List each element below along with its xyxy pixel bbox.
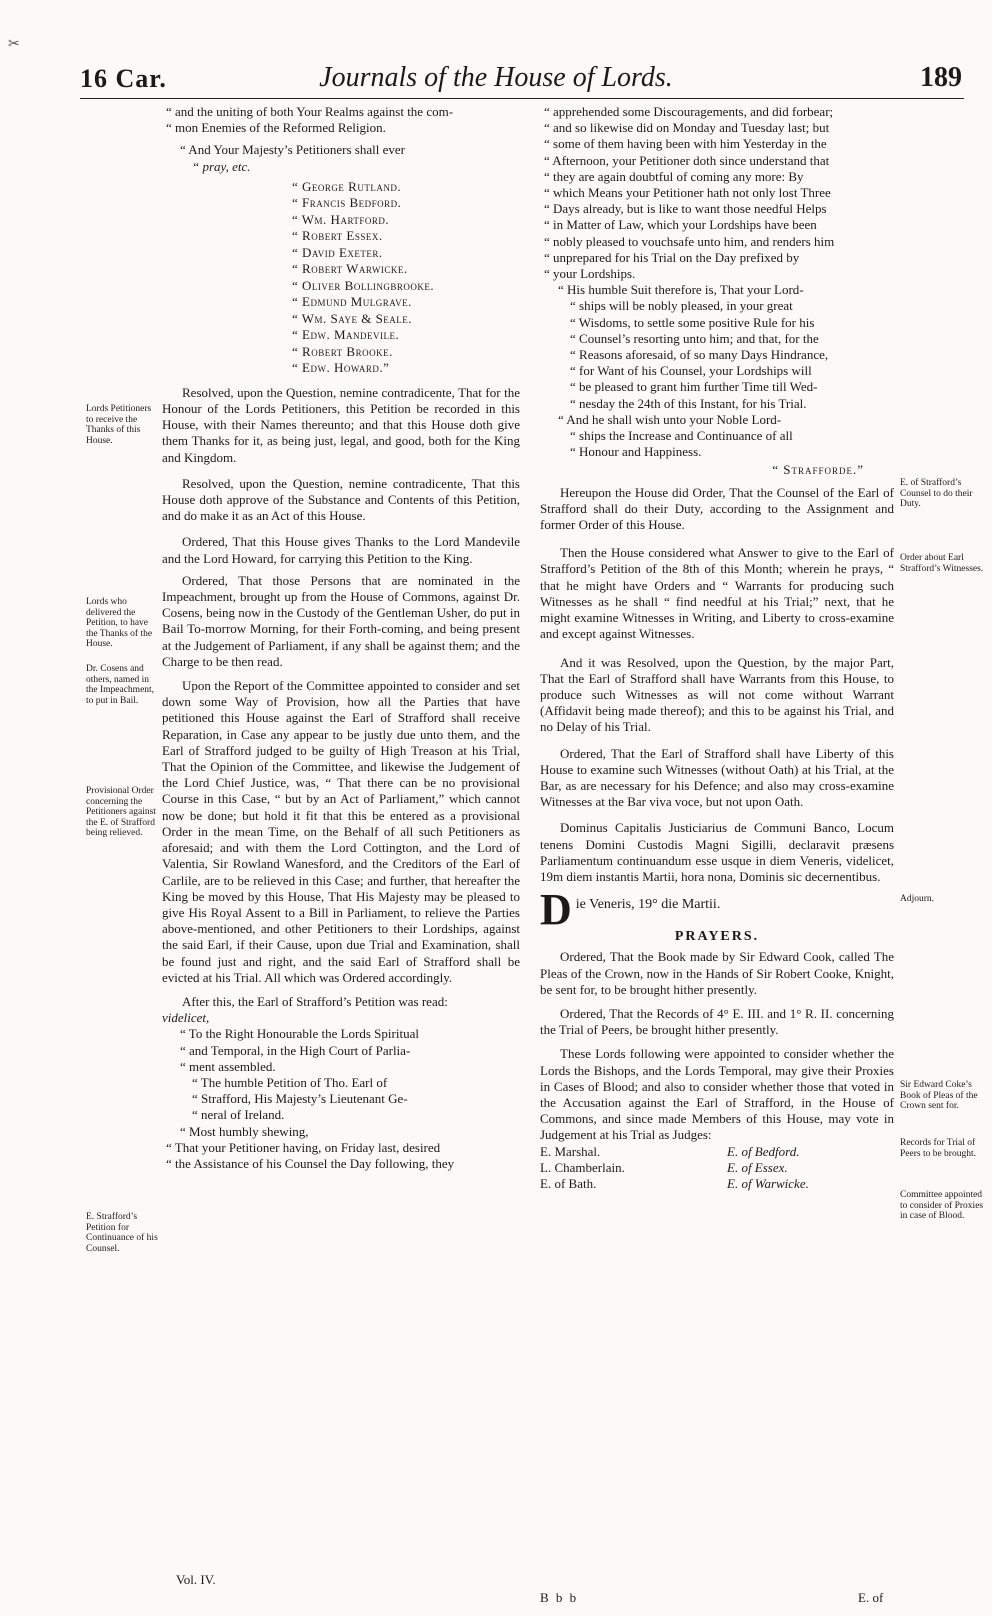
- committee-lords: [540, 1144, 894, 1192]
- petition-address: “ To the Right Honourable the Lords Spiritual: [180, 1026, 419, 1042]
- petition-wish: “ ships the Increase and Continuance of all: [570, 428, 793, 444]
- signatory: “ Robert Warwicke.: [292, 261, 408, 277]
- petition-shewing: “ Most humbly shewing,: [180, 1123, 309, 1139]
- petition-title: “ neral of Ireland.: [192, 1107, 285, 1123]
- pray-line: “ pray, etc.: [192, 158, 251, 174]
- order-records: Ordered, That the Records of 4° E. III. and 1° R. II. concerning the Trial of Peers, be brought hither presently.: [540, 1005, 894, 1038]
- margin-note: E. Strafford’s Petition for Continuance of his Counsel.: [86, 1212, 158, 1254]
- lord-name: E. of Warwicke.: [727, 1175, 809, 1191]
- signatory: “ Robert Essex.: [292, 228, 383, 244]
- order-counsel: Hereupon the House did Order, That the Counsel of the Earl of Strafford shall do their Duty, according to the Assignment and former Order of this House.: [540, 484, 894, 533]
- page-number: 189: [920, 62, 962, 93]
- petition-continued: “ Days already, but is like to want those needful Helps: [544, 201, 827, 217]
- resolution-approve: Resolved, upon the Question, nemine contradicente, That this House doth approve of the Substance and Contents of this Petition, and do make it as an Act of this House.: [162, 475, 520, 524]
- signatory: “ George Rutland.: [292, 178, 402, 194]
- petition-suit: “ Wisdoms, to settle some positive Rule for his: [570, 314, 815, 330]
- scissors-mark: ✂: [8, 37, 20, 52]
- petition-signature: “ Strafforde.”: [772, 462, 864, 478]
- margin-note: E. of Strafford’s Counsel to do their Duty.: [900, 478, 973, 509]
- petition-title: “ Strafford, His Majesty’s Lieutenant Ge-: [192, 1091, 408, 1107]
- prayers-heading: PRAYERS.: [674, 929, 760, 945]
- lord-name: E. of Bedford.: [727, 1143, 800, 1159]
- day-heading: [540, 885, 894, 935]
- committee-appointment: These Lords following were appointed to consider whether the Lords the Bishops, and the Lords Temporal, may give their Proxies in Cases of Blood; and also to consider whether those that voted in the Accusation against the Earl of Strafford, in the House of Commons, and since made Members of this House, may vote in Judgement at his Trial as Judges:: [540, 1046, 894, 1143]
- order-examine-witnesses: Ordered, That the Earl of Strafford shall have Liberty of this House to examine such Witnesses (without Oath) at his Trial, at the Bar, as are necessary for his Defence; and also may cross-examine Witnesses at the Bar viva voce, but not upon Oath.: [540, 745, 894, 810]
- right-column: [540, 104, 894, 1192]
- signatory: “ Oliver Bollingbrooke.: [292, 277, 435, 293]
- signatory: “ Francis Bedford.: [292, 195, 402, 211]
- petition-continued: “ unprepared for his Trial on the Day prefixed by: [544, 249, 800, 265]
- petition-continued: “ Afternoon, your Petitioner doth since understand that: [544, 152, 830, 168]
- left-column: [162, 104, 520, 1172]
- petition-suit: “ His humble Suit therefore is, That your Lord-: [558, 282, 804, 298]
- day-date: ie Veneris, 19° die Martii.: [575, 897, 721, 913]
- petition-continued: “ in Matter of Law, which your Lordships have been: [544, 217, 817, 233]
- intro-line: “ and the uniting of both Your Realms against the com-: [166, 104, 454, 119]
- petition-suit: “ be pleased to grant him further Time till Wed-: [570, 379, 818, 395]
- margin-note: Sir Edward Coke’s Book of Pleas of the Crown sent for.: [900, 1080, 978, 1111]
- order-book: Ordered, That the Book made by Sir Edward Cook, called The Pleas of the Crown, now in the Hands of Sir Robert Cooke, Knight, be sent for, to be brought hither presently.: [540, 949, 894, 997]
- volume-label: Vol. IV.: [176, 1572, 216, 1587]
- videlicet: videlicet,: [162, 1010, 210, 1026]
- petition-continued: “ and so likewise did on Monday and Tuesday last; but: [544, 120, 830, 136]
- header-regnal-year: 16 Car.: [80, 64, 167, 93]
- lord-name: E. of Bath.: [540, 1175, 597, 1191]
- signatory: “ Robert Brooke.: [292, 343, 393, 359]
- running-header: [0, 58, 992, 98]
- petition-suit: “ nesday the 24th of this Instant, for his Trial.: [570, 395, 807, 411]
- petition-body: “ That your Petitioner having, on Friday last, desired: [166, 1139, 441, 1155]
- petition-continued: “ which Means your Petitioner hath not only lost Three: [544, 185, 831, 201]
- catchword: E. of: [858, 1590, 884, 1605]
- resolution-warrants: And it was Resolved, upon the Question, by the major Part, That the Earl of Strafford shall have Warrants from this House, to produce such Witnesses as will not come without Warrant (Affidavit being made thereof); and this to be against his Trial, and no Delay of his Trial.: [540, 654, 894, 735]
- petition-continued: “ apprehended some Discouragements, and did forbear;: [544, 104, 834, 119]
- signatory: “ Edw. Mandevile.: [292, 327, 400, 343]
- petition-title: “ The humble Petition of Tho. Earl of: [192, 1074, 388, 1090]
- petition-continued: “ your Lordships.: [544, 266, 636, 282]
- petition-wish: “ Honour and Happiness.: [570, 444, 702, 460]
- signatory: “ David Exeter.: [292, 244, 383, 260]
- margin-note: Provisional Order concerning the Petitioners against the E. of Strafford being relieved.: [86, 786, 156, 838]
- margin-note: Lords who delivered the Petition, to have the Thanks of the House.: [86, 597, 153, 649]
- petition-suit: “ Reasons aforesaid, of so many Days Hindrance,: [570, 347, 829, 363]
- petition-suit: “ ships will be nobly pleased, in your great: [570, 298, 793, 314]
- signatory-list: [162, 179, 520, 377]
- lord-name: L. Chamberlain.: [540, 1159, 625, 1175]
- header-rule: [80, 98, 964, 99]
- lord-name: E. Marshal.: [540, 1143, 601, 1159]
- petition-body: “ the Assistance of his Counsel the Day following, they: [166, 1155, 455, 1171]
- petition-wish: “ And he shall wish unto your Noble Lord-: [558, 411, 782, 427]
- petition-address: “ ment assembled.: [180, 1058, 276, 1074]
- intro-line: “ mon Enemies of the Reformed Religion.: [166, 120, 386, 136]
- provisional-order: Upon the Report of the Committee appointed to consider and set down some Way of Provision, how all the Parties that have petitioned this House against the Earl of Strafford shall receive Reparation, in Case any appear to be justly due unto them, and the Earl of Strafford judged to be guilty of High Treason at his Trial, That the Opinion of the Committee, and likewise the Judgement of the Lord Chief Justice, was, “ That there can be no provisional Course in this Case, “ but by an Act of Parliament,” which cannot now be done; but hold it fit that this be entered as a provisional Order in the mean Time, on the Behalf of all such Petitioners as aforesaid; and with them the Lord Cottington, and the Lord of Valentia, Sir Rowland Wanesford, and the Creditors of the Earl of Carlile, are to be relieved in this Case; and further, that hereafter the King be moved by this House, That His Majesty may be pleased to give His Royal Assent to a Bill in Parliament, to relieve the Parties above-mentioned, and other Petitioners to their Lordships, against the said Earl, if their Cause, upon due Trial and Examination, shall be found just and right, and the said Earl of Strafford shall be evicted at his Trial. All which was Ordered accordingly.: [162, 678, 520, 985]
- petition-address: “ and Temporal, in the High Court of Parlia-: [180, 1042, 411, 1058]
- lord-name: E. of Essex.: [727, 1159, 788, 1175]
- signatory: “ Edmund Mulgrave.: [292, 294, 412, 310]
- header-title: Journals of the House of Lords.: [319, 62, 673, 93]
- resolution-thanks: Resolved, upon the Question, nemine contradicente, That for the Honour of the Lords Petitioners, this Petition be recorded in this House, with their Names thereunto; and that this House doth give them Thanks for it, as being just, legal, and good, both for the King and Kingdom.: [162, 384, 520, 465]
- margin-note: Dr. Cosens and others, named in the Impeachment, to put in Bail.: [86, 664, 155, 706]
- petition-continued: “ some of them having been with him Yesterday in the: [544, 136, 827, 152]
- margin-note: Lords Petitioners to receive the Thanks of this House.: [86, 404, 152, 446]
- petition-continued: “ they are again doubtful of coming any more: By: [544, 168, 804, 184]
- drop-cap: D: [540, 885, 572, 935]
- margin-note: Order about Earl Strafford’s Witnesses.: [900, 553, 984, 574]
- pray-line: “ And Your Majesty’s Petitioners shall ever: [180, 142, 405, 158]
- petition-suit: “ for Want of his Counsel, your Lordships will: [570, 363, 812, 379]
- signature-mark: B b b: [540, 1590, 579, 1605]
- petition-read: After this, the Earl of Strafford’s Petition was read:: [182, 993, 448, 1009]
- signatory: “ Wm. Hartford.: [292, 211, 390, 227]
- margin-note: Records for Trial of Peers to be brought.: [900, 1138, 976, 1159]
- answer-witnesses: Then the House considered what Answer to give to the Earl of Strafford’s Petition of the 8th of this Month; wherein he prays, “ that he might have Orders and “ Warrants for producing such Witnesses as he shall “ find needful at his Trial;” next, that he might examine Witnesses in Writing, and Liberty to cross-examine and except against Witnesses.: [540, 545, 894, 642]
- signatory: “ Edw. Howard.”: [292, 360, 390, 376]
- petition-suit: “ Counsel’s resorting unto him; and that, for the: [570, 330, 819, 346]
- adjournment: Dominus Capitalis Justiciarius de Communi Banco, Locum tenens Domini Custodis Magni Sigilli, declaravit præsens Parliamentum continuandum esse usque in diem Veneris, videlicet, 19m diem instantis Martii, hora nona, Dominis sic decernentibus.: [540, 820, 894, 884]
- margin-note: Adjourn.: [900, 894, 935, 904]
- petition-continued: “ nobly pleased to vouchsafe unto him, and renders him: [544, 233, 835, 249]
- margin-note: Committee appointed to consider of Proxies in case of Blood.: [900, 1190, 984, 1221]
- order-thanks: Ordered, That this House gives Thanks to the Lord Mandevile and the Lord Howard, for carrying this Petition to the King.: [162, 534, 520, 566]
- signatory: “ Wm. Saye & Seale.: [292, 310, 413, 326]
- order-bail: Ordered, That those Persons that are nominated in the Impeachment, brought up from the House of Commons, against Dr. Cosens, being now in the Custody of the Gentleman Usher, do put in Bail To-morrow Morning, for their Forth-coming, and being present at the Judgement of Parliament, if any shall be against them; and the Charge to be then read.: [162, 572, 520, 669]
